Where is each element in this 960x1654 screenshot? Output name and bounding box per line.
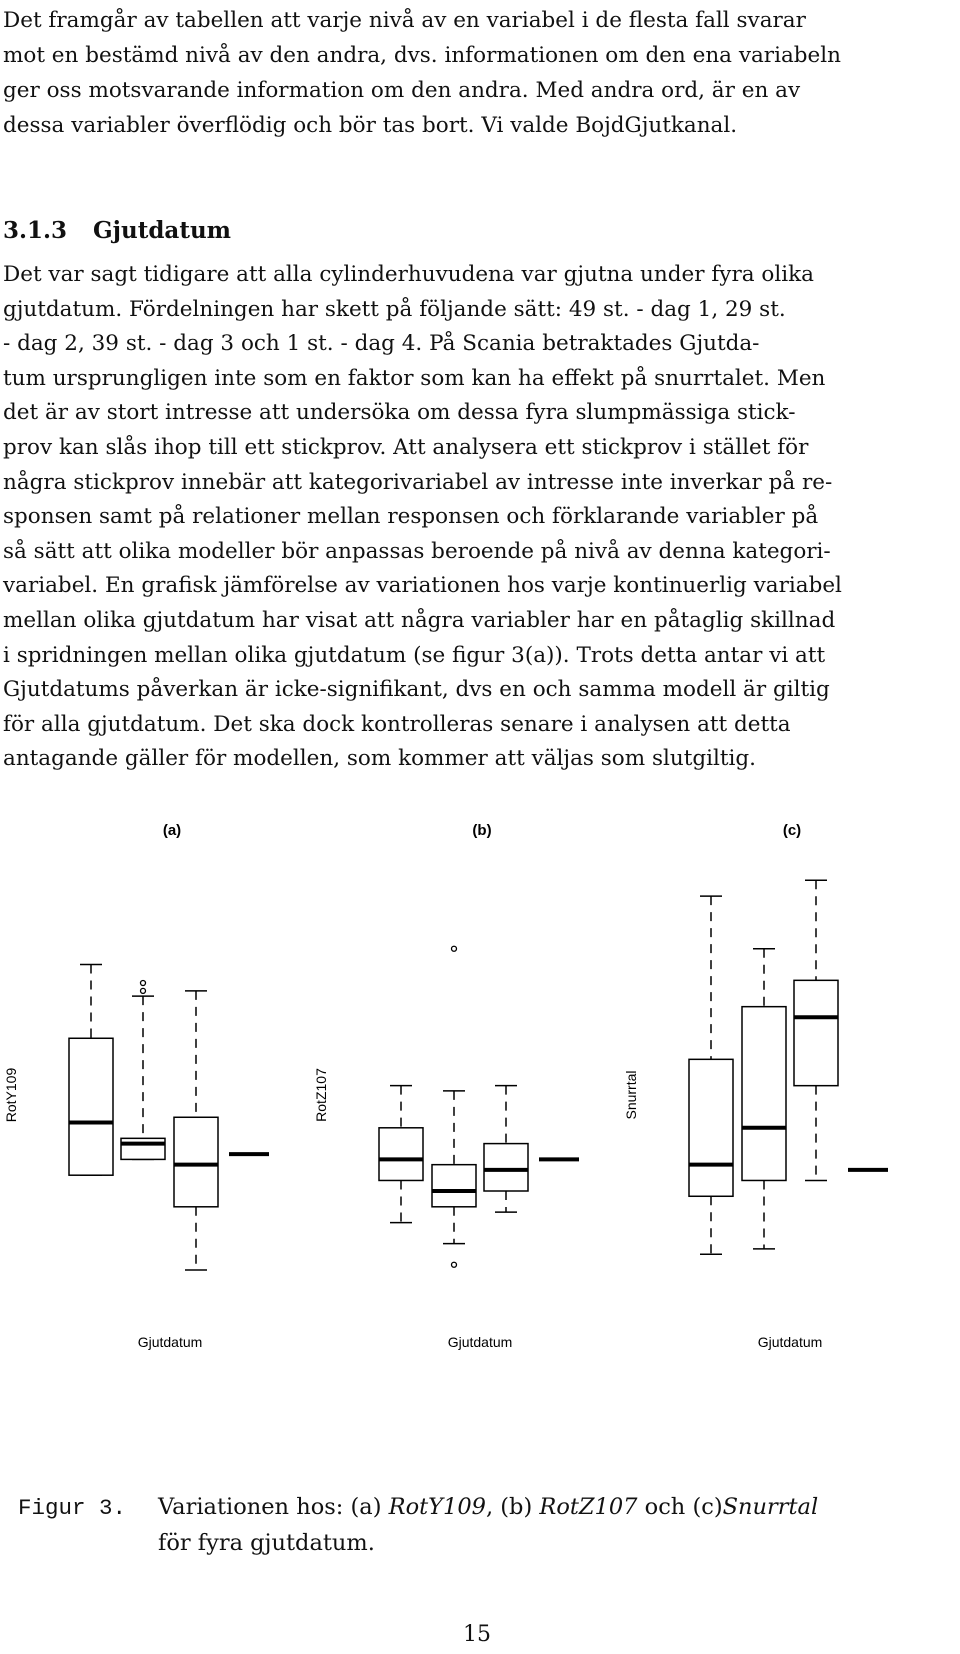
outlier-point [452,1262,457,1267]
paragraph1-line: dessa variabler överflödig och bör tas bort. Vi valde BojdGjutkanal. [3,113,738,138]
paragraph2-line: Det var sagt tidigare att alla cylinderhuvudena var gjutna under fyra olika [3,262,814,287]
box [121,1138,165,1159]
paragraph1-line: Det framgår av tabellen att varje nivå av en variabel i de flesta fall svarar [3,8,806,33]
paragraph2-line: prov kan slås ihop till ett stickprov. Att analysera ett stickprov i stället för [3,435,809,460]
figure-caption: Variationen hos: (a) RotY109, (b) RotZ107 och (c)Snurrtal [158,1494,819,1520]
paragraph2-line: - dag 2, 39 st. - dag 3 och 1 st. - dag 4. På Scania betraktades Gjutda- [3,331,760,357]
x-axis-label: Gjutdatum [137,1334,203,1350]
box [689,1059,733,1196]
paragraph2-line: variabel. En grafisk jämförelse av variationen hos varje kontinuerlig variabel [3,573,842,599]
paragraph2-line: antagande gäller för modellen, som kommer att väljas som slutgiltig. [3,746,756,772]
section-number: 3.1.3 [3,217,68,244]
paragraph2-line: för alla gjutdatum. Det ska dock kontrolleras senare i analysen att detta [3,711,791,737]
page-number: 15 [463,1622,491,1647]
panel-title: (c) [782,822,802,839]
paragraph2-line: mellan olika gjutdatum har visat att några variabler har en påtaglig skillnad [3,608,836,633]
box [794,980,838,1085]
outlier-point [452,946,457,951]
x-axis-label: Gjutdatum [447,1334,513,1350]
paragraph1-line: ger oss motsvarande information om den andra. Med andra ord, är en av [3,78,801,103]
panel-title: (a) [162,822,182,839]
box [379,1128,423,1181]
figure-label: Figur 3. [18,1495,127,1521]
paragraph2-line: så sätt att olika modeller bör anpassas beroende på nivå av denna kategori- [3,538,831,564]
paragraph2-line: tum ursprungligen inte som en faktor som kan ha effekt på snurrtalet. Men [3,365,826,391]
box [69,1038,113,1175]
x-axis-label: Gjutdatum [757,1334,823,1350]
y-axis-label: RotZ107 [313,1068,329,1122]
panel-title: (b) [472,822,492,839]
paragraph2-line: sponsen samt på relationer mellan responsen och förklarande variabler på [3,504,819,530]
figure-caption-line2: för fyra gjutdatum. [158,1530,375,1556]
paragraph2-line: Gjutdatums påverkan är icke-signifikant, dvs en och samma modell är giltig [3,677,830,703]
paragraph1-line: mot en bestämd nivå av den andra, dvs. informationen om den ena variabeln [3,43,841,68]
box [174,1117,218,1207]
y-axis-label: RotY109 [3,1067,19,1123]
paragraph2-line: i spridningen mellan olika gjutdatum (se figur 3(a)). Trots detta antar vi att [3,642,826,668]
section-heading [3,217,231,244]
paragraph2-line: gjutdatum. Fördelningen har skett på följande sätt: 49 st. - dag 1, 29 st. [3,296,786,322]
boxplot-figure [0,822,960,1420]
box [742,1007,786,1181]
y-axis-label: Snurrtal [623,1070,639,1120]
box [432,1165,476,1207]
outlier-point [141,988,146,993]
outlier-point [141,980,146,985]
paragraph2-line: det är av stort intresse att undersöka om dessa fyra slumpmässiga stick- [3,400,796,426]
paragraph2-line: några stickprov innebär att kategorivariabel av intresse inte inverkar på re- [3,469,833,495]
box [484,1144,528,1191]
section-title: Gjutdatum [93,217,232,244]
